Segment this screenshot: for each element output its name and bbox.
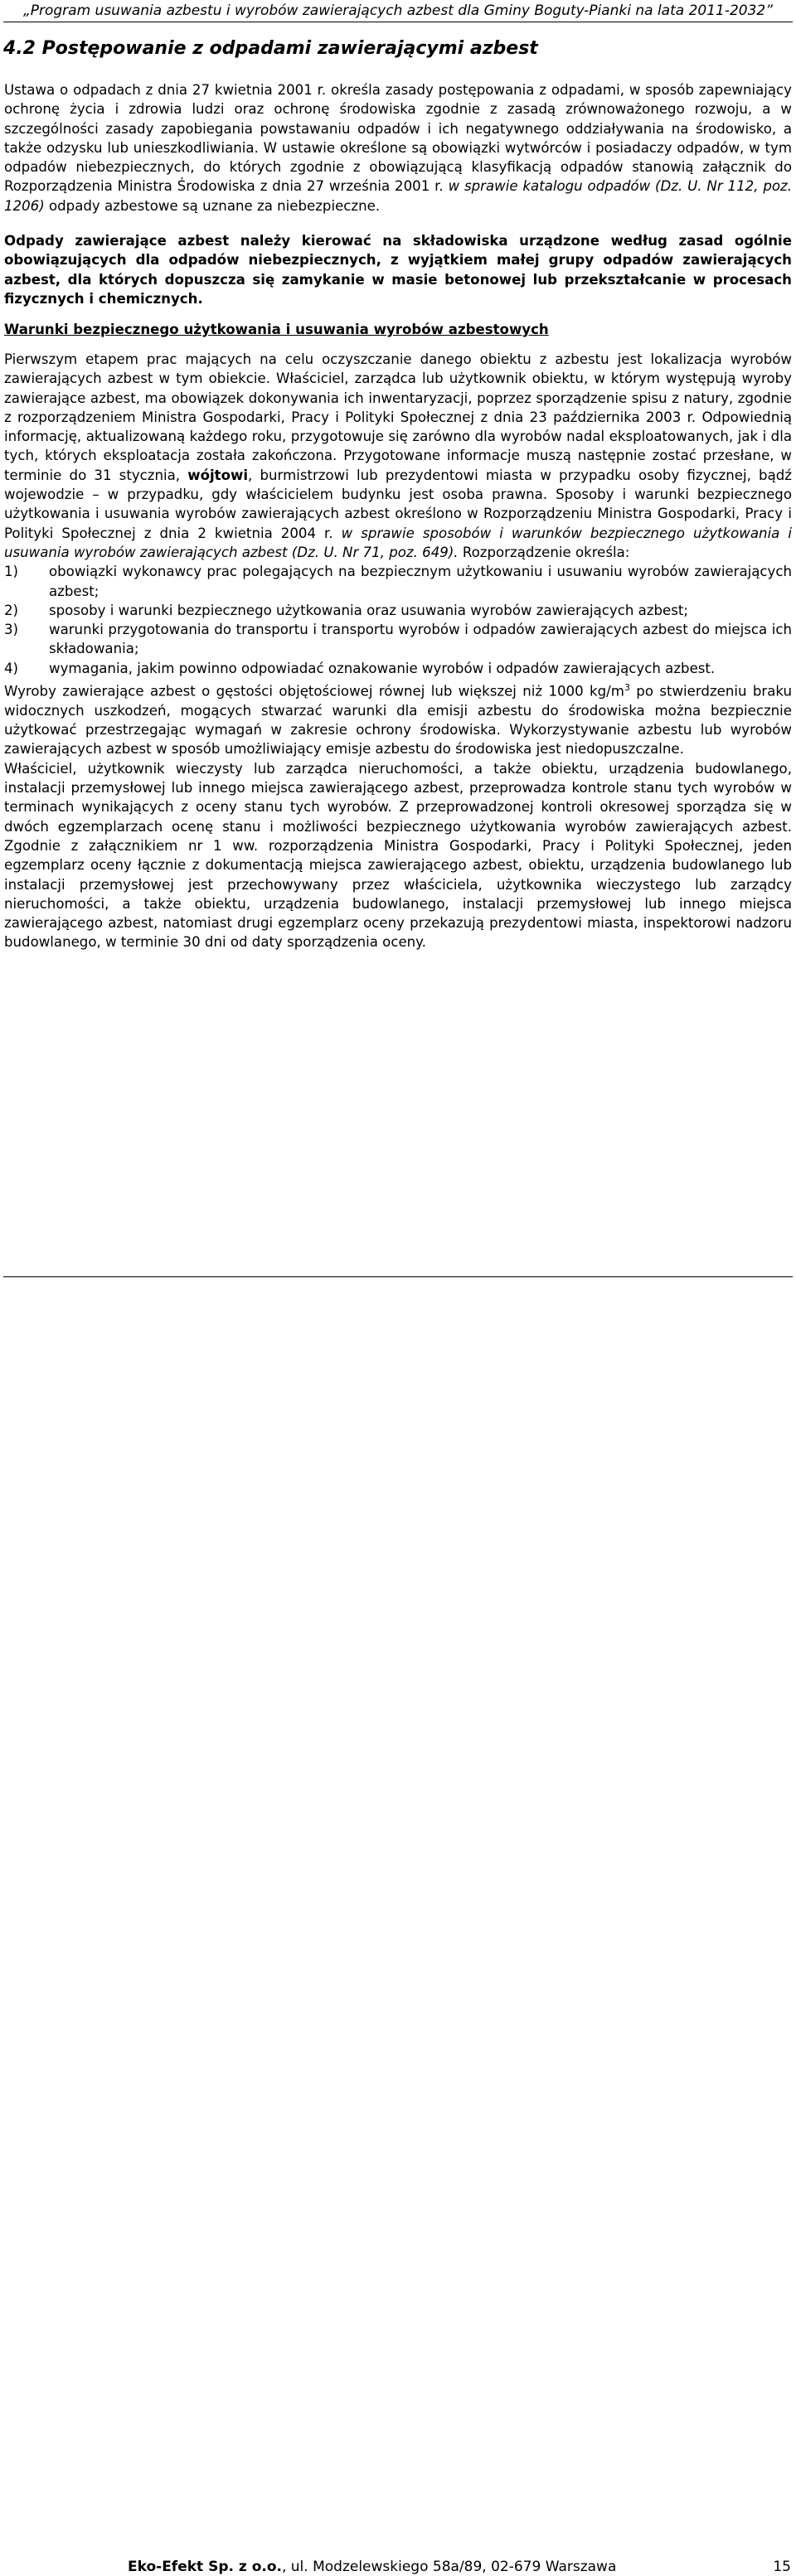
paragraph-5-text: Właściciel, użytkownik wieczysty lub zarządca nieruchomości, a także obiektu, urządzenia budowlanego, instalacji przemysłowej lub innego miejsca zawierającego azbest, przeprowadza kontrole stanu tych wyrobów w terminach wynikających z oceny stanu tych wyrobów. Z przeprowadzonej kontroli okresowej sporządza się w dwóch egzemplarzach ocenę stanu i możliwości bezpiecznego użytkowania wyrobów zawierających azbest. Zgodnie z załącznikiem nr 1 ww. rozporządzenia Ministra Gospodarki, Pracy i Polityki Społecznej, jeden egzemplarz oceny łącznie z dokumentacją miejsca zawierającego azbest, obiektu, urządzenia budowlanego lub instalacji przemysłowej jest przechowywany przez właściciela, użytkownika wieczystego lub zarządcy nieruchomości, a także obiektu, urządzenia budowlanego, instalacji przemysłowej lub innego miejsca zawierającego azbest, natomiast drugi egzemplarz oceny przekazują prezydentowi miasta, inspektorowi nadzoru budowlanego, w terminie 30 dni od daty sporządzenia oceny. — [4, 760, 792, 951]
list-item: 3) warunki przygotowania do transportu i transportu wyrobów i odpadów zawierających azbest do miejsca ich składowania; — [4, 622, 792, 657]
paragraph-3 — [4, 350, 792, 952]
paragraph-4-text: Wyroby zawierające azbest o gęstości objętościowej równej lub większej niż 1000 kg/m — [4, 683, 624, 700]
section-title: 4.2 Postępowanie z odpadami zawierającymi azbest — [3, 38, 538, 59]
footer-rule — [3, 1276, 793, 1277]
paragraph-1-end: odpady azbestowe są uznane za niebezpieczne. — [44, 197, 381, 214]
paragraph-1 — [4, 80, 792, 215]
regulation-title: w sprawie katalogu odpadów (Dz. U. Nr 112, poz. 1206) — [4, 178, 793, 214]
footer-company: Eko-Efekt Sp. z o.o. — [128, 2559, 282, 2575]
paragraph-2-text: Odpady zawierające azbest należy kierować na składowiska urządzone według zasad ogólnie obowiązujących dla odpadów niebezpiecznych, z wyjątkiem małej grupy odpadów zawierających azbest, dla których dopuszcza się zamykanie w masie betonowej lub przekształcanie w procesach fizycznych i chemicznych. — [4, 233, 792, 307]
subheading-text: Warunki bezpiecznego użytkowania i usuwania wyrobów azbestowych — [4, 322, 549, 337]
regulation-title-2: w sprawie sposobów i warunków bezpiecznego użytkowania i usuwania wyrobów zawierających azbest (Dz. U. Nr 71, poz. 649). — [4, 525, 792, 560]
paragraph-3-text-2: , burmistrzowi lub prezydentowi miasta w przypadku osoby fizycznej, bądź wojewodzie – w przypadku, gdy właścicielem budynku jest osoba prawna. Sposoby i warunki bezpiecznego użytkowania i usuwania wyrobów zawierających azbest określono w Rozporządzeniu Ministra Gospodarki, Pracy i Polityki Społecznej z dnia 2 kwietnia 2004 r. — [4, 467, 792, 541]
paragraph-3-bold: wójtowi — [187, 467, 249, 483]
footer-address: , ul. Modzelewskiego 58a/89, 02-679 Warszawa — [281, 2559, 617, 2575]
running-header: „Program usuwania azbestu i wyrobów zawierających azbest dla Gminy Boguty-Pianki na lata 2011-2032” — [22, 2, 774, 19]
superscript: 3 — [624, 682, 630, 694]
list-item: 4) wymagania, jakim powinno odpowiadać oznakowanie wyrobów i odpadów zawierających azbest. — [4, 660, 716, 676]
list-item: 2) sposoby i warunki bezpiecznego użytkowania oraz usuwania wyrobów zawierających azbest; — [4, 602, 689, 618]
subheading — [4, 320, 792, 339]
paragraph-1-text: Ustawa o odpadach z dnia 27 kwietnia 2001 r. określa zasady postępowania z odpadami, w sposób zapewniający ochronę życia i zdrowia ludzi oraz ochronę środowiska zgodnie z zasadą zrównoważonego rozwoju, a w szczególności zasady zapobiegania powstawaniu odpadów i ich negatywnego oddziaływania na środowisko, a także odzysku lub unieszkodliwiania. W ustawie określone są obowiązki wytwórców i posiadaczy odpadów, w tym odpadów niebezpiecznych, do których zgodnie z obowiązującą klasyfikacją odpadów stanowią załącznik do Rozporządzenia Ministra Środowiska z dnia 27 września 2001 r. — [4, 82, 792, 195]
paragraph-2 — [4, 231, 792, 308]
paragraph-3-end: Rozporządzenie określa: — [458, 544, 630, 560]
page-number: 15 — [773, 2559, 791, 2575]
paragraph-3-text: Pierwszym etapem prac mających na celu oczyszczanie danego obiektu z azbestu jest lokalizacja wyrobów zawierających azbest w tym obiekcie. Właściciel, zarządca lub użytkownik obiektu, w którym występują wyroby zawierające azbest, ma obowiązek dokonywania ich inwentaryzacji, poprzez sporządzenie spisu z natury, zgodnie z rozporządzeniem Ministra Gospodarki, Pracy i Polityki Społecznej z dnia 23 października 2003 r. Odpowiednią informację, aktualizowaną każdego roku, przygotowuje się zarówno dla wyrobów nadal eksploatowanych, jak i dla tych, których eksploatacja została zakończona. Przygotowane informacje muszą następnie zostać przesłane, w terminie do 31 stycznia, — [4, 351, 792, 483]
paragraph-4-end: po stwierdzeniu braku widocznych uszkodzeń, mogących stwarzać warunki dla emisji azbestu do środowiska można bezpiecznie użytkować przestrzegając wymagań w zakresie ochrony środowiska. Wykorzystywanie azbestu lub wyrobów zawierających azbest w sposób umożliwiający emisje azbestu do środowiska jest niedopuszczalne. — [4, 683, 792, 758]
list-item: 1) obowiązki wykonawcy prac polegających na bezpiecznym użytkowaniu i usuwaniu wyrobów zawierających azbest; — [4, 564, 792, 599]
